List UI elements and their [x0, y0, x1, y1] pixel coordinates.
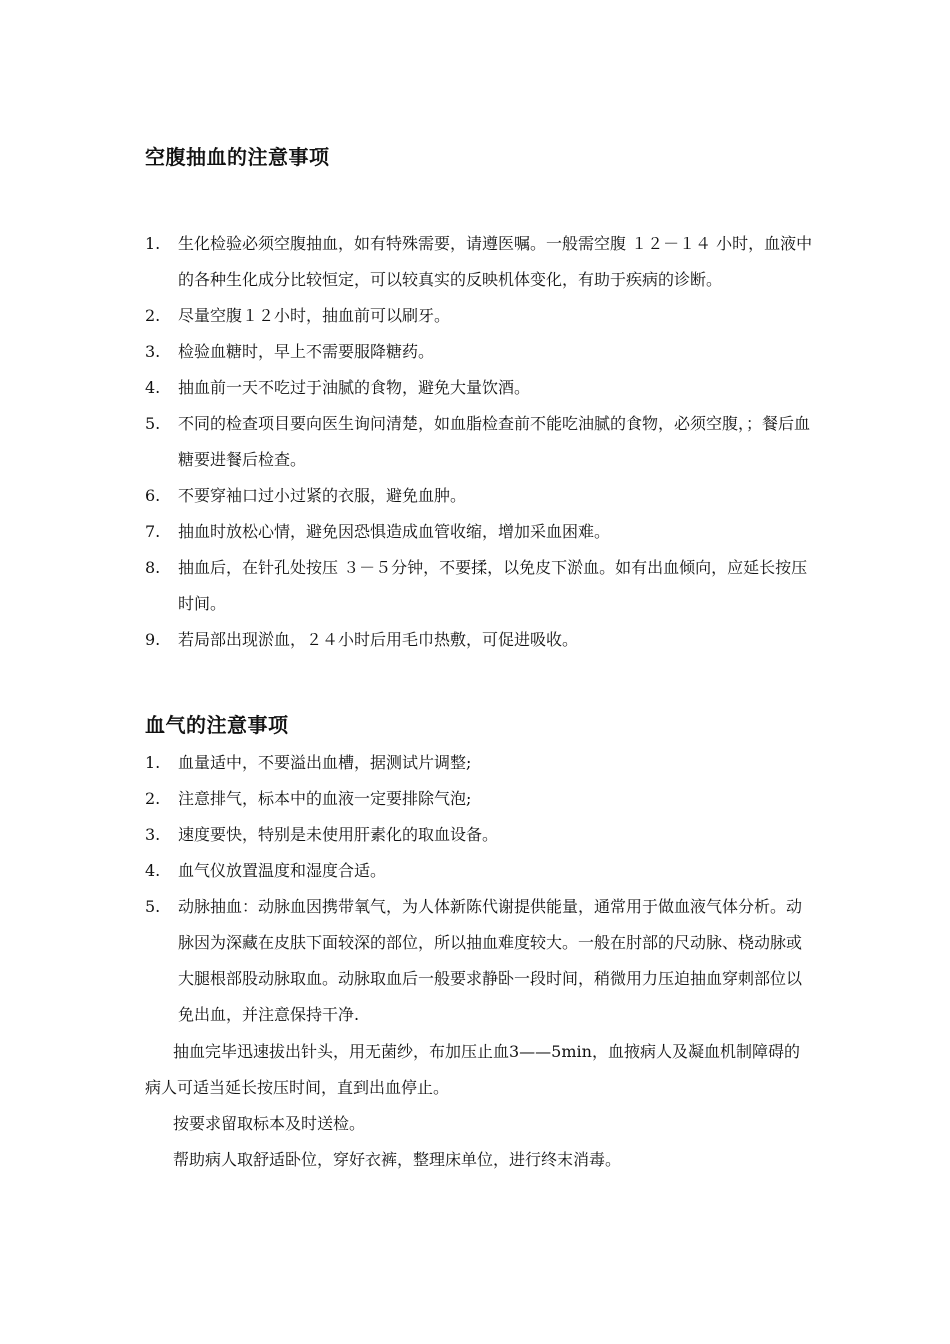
list-text: 生化检验必须空腹抽血，如有特殊需要，请遵医嘱。一般需空腹 １２－１４ 小时，血液中的各种生化成分比较恒定，可以较真实的反映机体变化，有助于疾病的诊断。: [178, 234, 813, 289]
list-number: 8.: [145, 558, 161, 577]
list-item: [145, 781, 815, 817]
list-item: [145, 853, 815, 889]
list-item: [145, 514, 815, 550]
list-text: 抽血前一天不吃过于油腻的食物，避免大量饮酒。: [178, 378, 531, 397]
paragraph-after-draw: 抽血完毕迅速拔出针头，用无菌纱，布加压止血3——5min，血掖病人及凝血机制障碍的病人可适当延长按压时间，直到出血停止。: [145, 1042, 800, 1097]
paragraph-patient-care: 帮助病人取舒适卧位，穿好衣裤，整理床单位，进行终末消毒。: [173, 1150, 622, 1169]
list-number: 9.: [145, 630, 161, 649]
list-number: 1.: [145, 753, 161, 772]
list-text: 速度要快，特别是未使用肝素化的取血设备。: [178, 825, 499, 844]
list-number: 2.: [145, 789, 161, 808]
list-text: 若局部出现淤血，２４小时后用毛巾热敷，可促进吸收。: [178, 630, 579, 649]
list-text: 不要穿袖口过小过紧的衣服，避免血肿。: [178, 486, 467, 505]
list-text: 注意排气，标本中的血液一定要排除气泡;: [178, 789, 472, 808]
list-item: [145, 478, 815, 514]
list-item: [145, 889, 815, 1033]
list-text: 检验血糖时，早上不需要服降糖药。: [178, 342, 435, 361]
fasting-notes-list: [145, 226, 815, 658]
list-number: 3.: [145, 342, 161, 361]
list-number: 5.: [145, 897, 161, 916]
paragraph-send-specimen: 按要求留取标本及时送检。: [173, 1114, 366, 1133]
list-number: 7.: [145, 522, 161, 541]
list-item: [145, 226, 815, 298]
list-item: [145, 370, 815, 406]
list-item: [145, 817, 815, 853]
list-text: 抽血时放松心情，避免因恐惧造成血管收缩，增加采血困难。: [178, 522, 611, 541]
list-number: 4.: [145, 378, 161, 397]
list-text: 尽量空腹１２小时，抽血前可以刷牙。: [178, 306, 451, 325]
list-text: 不同的检查项目要向医生询问清楚，如血脂检查前不能吃油腻的食物，必须空腹，；餐后血糖要进餐后检查。: [178, 414, 811, 469]
list-item: [145, 334, 815, 370]
list-item: [145, 622, 815, 658]
list-number: 4.: [145, 861, 161, 880]
section-title-fasting-blood-draw: 空腹抽血的注意事项: [145, 145, 330, 169]
list-text: 血量适中，不要溢出血槽，据测试片调整;: [178, 753, 472, 772]
blood-gas-notes-list: [145, 745, 815, 1033]
list-number: 5.: [145, 414, 161, 433]
list-item: [145, 406, 815, 478]
list-item: [145, 298, 815, 334]
list-number: 2.: [145, 306, 161, 325]
list-item: [145, 550, 815, 622]
list-item: [145, 745, 815, 781]
list-number: 3.: [145, 825, 161, 844]
list-text: 血气仪放置温度和湿度合适。: [178, 861, 387, 880]
section-title-blood-gas: 血气的注意事项: [145, 713, 289, 737]
list-number: 6.: [145, 486, 161, 505]
list-text: 动脉抽血：动脉血因携带氧气，为人体新陈代谢提供能量，通常用于做血液气体分析。动脉因为深藏在皮肤下面较深的部位，所以抽血难度较大。一般在肘部的尺动脉、桡动脉或大腿根部股动脉取血。动脉取血后一般要求静卧一段时间，稍微用力压迫抽血穿刺部位以免出血，并注意保持干净.: [178, 897, 803, 1024]
list-text: 抽血后，在针孔处按压 ３－５分钟，不要揉，以免皮下淤血。如有出血倾向，应延长按压时间。: [178, 558, 808, 613]
list-number: 1.: [145, 234, 161, 253]
